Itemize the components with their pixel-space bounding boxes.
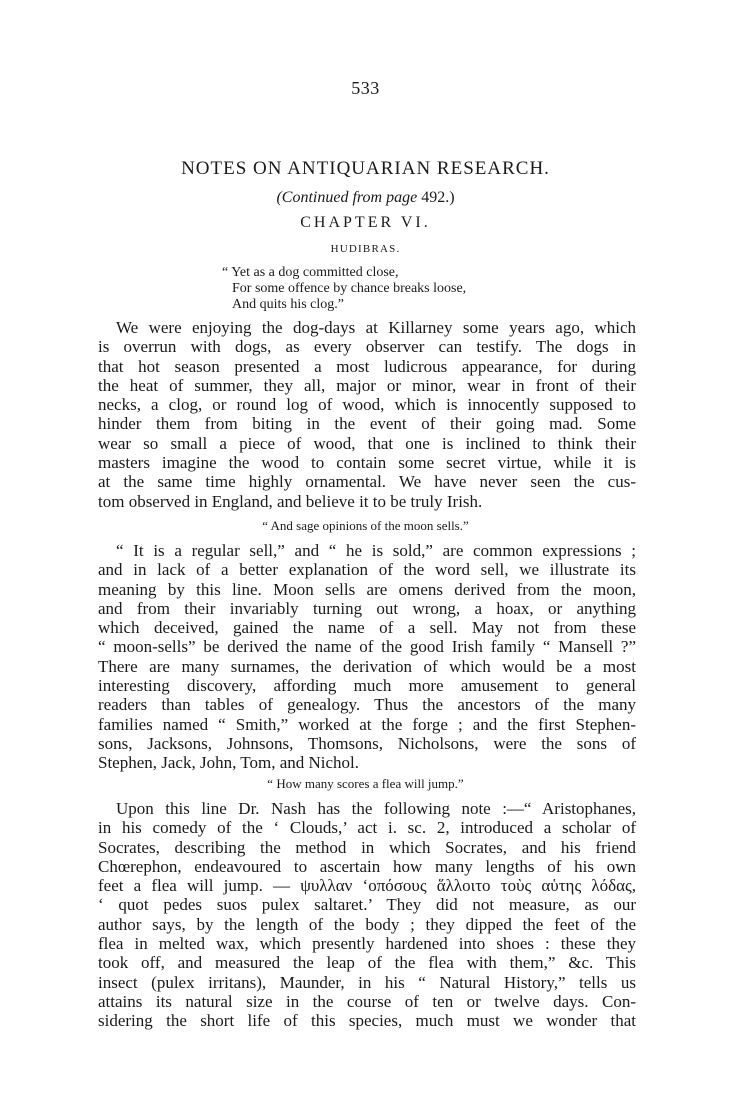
- epigraph-line: “ Yet as a dog committed close,: [222, 265, 399, 280]
- continuation-note-text: (Continued from page: [276, 189, 418, 206]
- text-line: took off, and measured the leap of the flea with them,” &c. This: [98, 953, 636, 973]
- text-line: ‘ quot pedes suos pulex saltaret.’ They did not measure, as our: [98, 895, 636, 915]
- text-line: necks, a clog, or round log of wood, which is innocently supposed to: [98, 395, 636, 415]
- continuation-page: 492.): [421, 189, 455, 206]
- section-heading: HUDIBRAS.: [330, 243, 401, 255]
- text-line: flea in melted wax, which presently hardened into shoes : these they: [98, 934, 636, 954]
- epigraph-line: For some offence by chance breaks loose,: [232, 281, 467, 296]
- chapter-heading: CHAPTER VI.: [300, 214, 431, 231]
- text-line: author says, by the length of the body ; they dipped the feet of the: [98, 914, 636, 934]
- text-line: and from their invariably turning out wrong, a hoax, or anything: [98, 598, 636, 618]
- page-number: 533: [351, 78, 380, 98]
- text-line: “ It is a regular sell,” and “ he is sold,” are common expressions ;: [116, 541, 636, 560]
- text-line: Upon this line Dr. Nash has the following note :—“ Aristophanes,: [116, 799, 636, 818]
- text-line: masters imagine the wood to contain some secret virtue, while it is: [98, 453, 636, 473]
- text-line: “ moon-sells” be derived the name of the good Irish family “ Mansell ?”: [98, 637, 636, 657]
- continuation-note: [0, 189, 731, 207]
- text-line: in his comedy of the ‘ Clouds,’ act i. sc. 2, introduced a scholar of: [98, 818, 636, 838]
- text-line: wear so small a piece of wood, that one is inclined to think their: [98, 433, 636, 453]
- text-line: sidering the short life of this species, much must we wonder that: [98, 1011, 636, 1031]
- paragraph-sells: [98, 541, 636, 773]
- text-line: We were enjoying the dog-days at Killarney some years ago, which: [116, 318, 636, 337]
- paragraph-flea: [98, 799, 636, 1031]
- text-line: meaning by this line. Moon sells are omens derived from the moon,: [98, 579, 636, 599]
- epigraph-line: And quits his clog.”: [232, 297, 344, 312]
- text-line: which deceived, gained the name of a sell. May not from these: [98, 618, 636, 638]
- text-line: is overrun with dogs, as every observer can testify. The dogs in: [98, 337, 636, 357]
- epigraph: [222, 265, 466, 313]
- text-line: tom observed in England, and believe it to be truly Irish.: [98, 491, 483, 511]
- text-line: readers than tables of genealogy. Thus the ancestors of the many: [98, 695, 636, 715]
- paragraph-dog-days: [98, 318, 636, 511]
- text-line: interesting discovery, affording much more amusement to general: [98, 676, 636, 696]
- article-title: NOTES ON ANTIQUARIAN RESEARCH.: [181, 158, 550, 179]
- text-line: Socrates, describing the method in which Socrates, and his friend: [98, 837, 636, 857]
- text-line: Stephen, Jack, John, Tom, and Nichol.: [98, 753, 360, 773]
- text-line: insect (pulex irritans), Maunder, in his “ Natural History,” tells us: [98, 972, 636, 992]
- text-line: hinder them from biting in the event of their going mad. Some: [98, 414, 636, 434]
- quote-moon-sells: “ And sage opinions of the moon sells.”: [262, 518, 469, 533]
- quote-flea: “ How many scores a flea will jump.”: [267, 776, 464, 791]
- text-line: sons, Jacksons, Johnsons, Thomsons, Nicholsons, were the sons of: [98, 733, 636, 753]
- text-line: at the same time highly ornamental. We have never seen the cus-: [98, 472, 636, 492]
- text-line: feet a flea will jump. — ψυλλαν ‘οπόσους ἅλλοιτο τοὺς αὑτης λόδας,: [98, 876, 636, 896]
- text-line: and in lack of a better explanation of the word sell, we illustrate its: [98, 560, 636, 580]
- text-line: There are many surnames, the derivation of which would be a most: [98, 656, 636, 676]
- text-line: attains its natural size in the course of ten or twelve days. Con-: [98, 991, 636, 1011]
- text-line: families named “ Smith,” worked at the forge ; and the first Stephen-: [98, 714, 636, 734]
- text-line: that hot season presented a most ludicrous appearance, for during: [98, 356, 636, 376]
- text-line: the heat of summer, they all, major or minor, wear in front of their: [98, 375, 636, 395]
- text-line: Chœrephon, endeavoured to ascertain how many lengths of his own: [98, 856, 636, 876]
